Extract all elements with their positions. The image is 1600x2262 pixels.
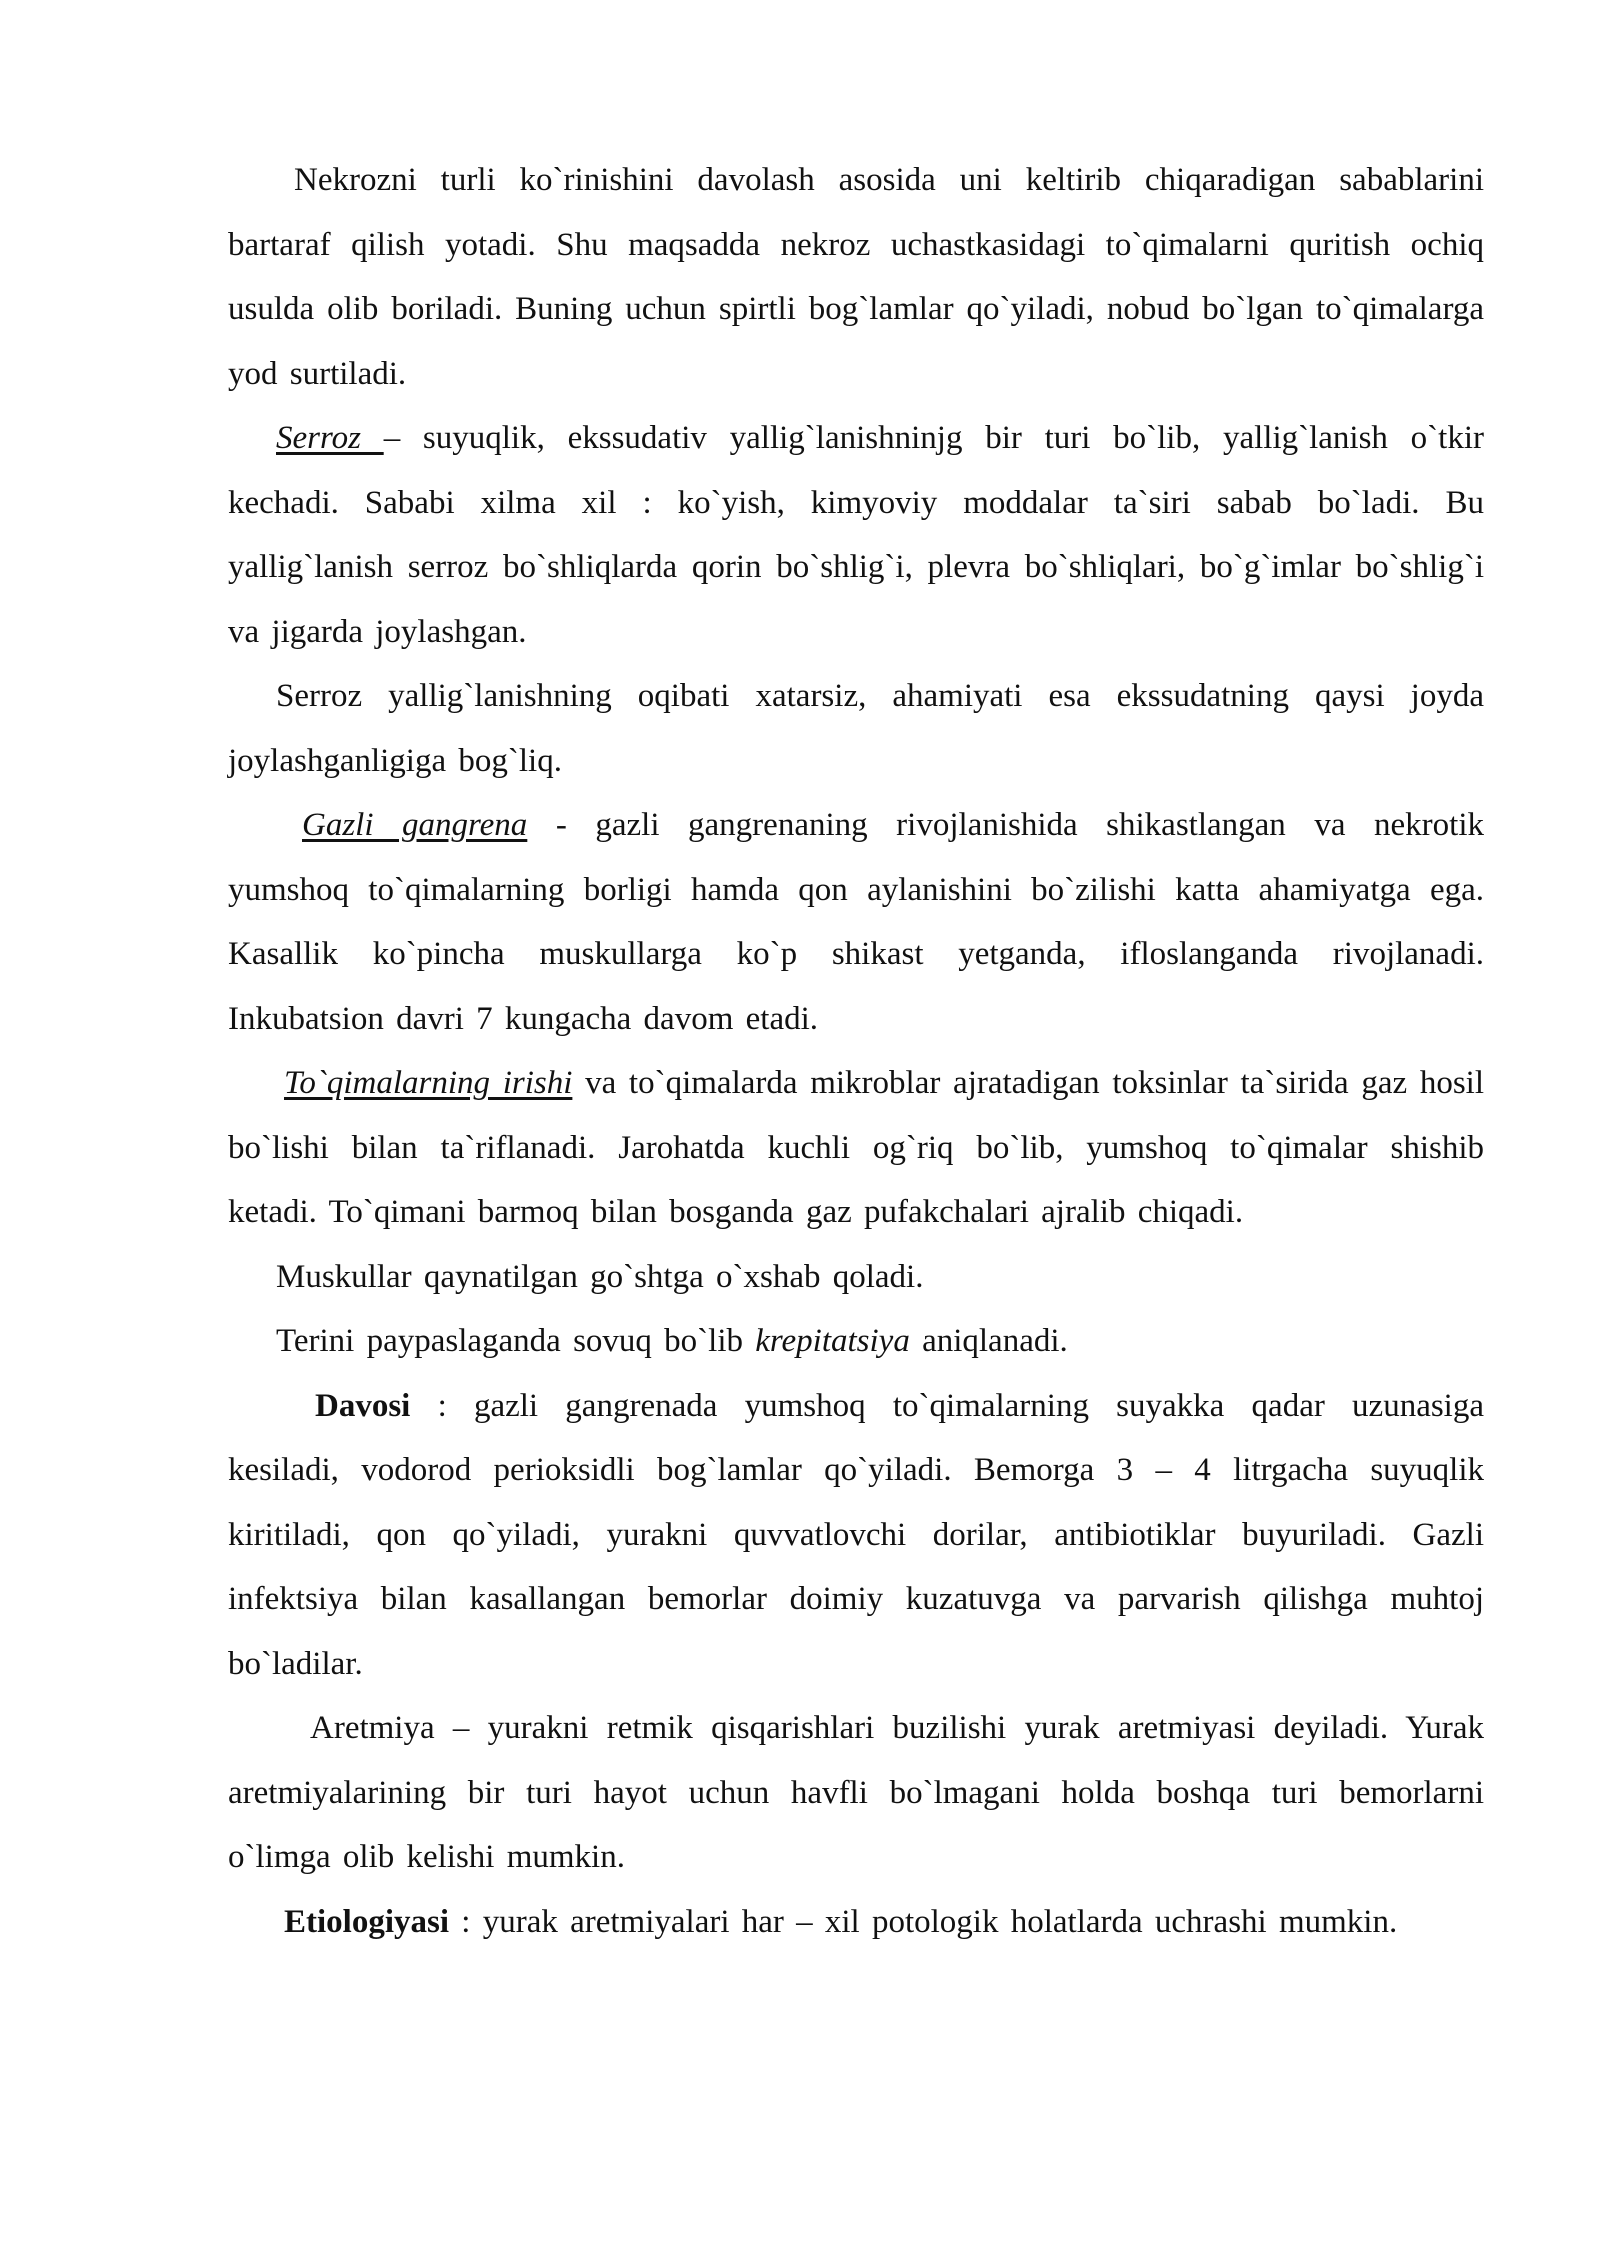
paragraph-serroz-outcome: Serroz yallig`lanishning oqibati xatarsiz, ahamiyati esa ekssudatning qaysi joyda joylashganligiga bog`liq. bbox=[228, 678, 1484, 779]
paragraph-gas-gangrene bbox=[228, 793, 1484, 1051]
paragraph-treatment-text: : gazli gangrenada yumshoq to`qimalarning suyakka qadar uzunasiga kesiladi, vodorod perioksidli bog`lamlar qo`yiladi. Bemorga 3 – 4 litrgacha suyuqlik kiritiladi, qon qo`yiladi, yurakni quvvatlovchi dorilar, antibiotiklar buyuriladi. Gazli infektsiya bilan kasallangan bemorlar doimiy kuzatuvga va parvarish qilishga muhtoj bo`ladilar. bbox=[228, 1387, 1484, 1682]
term-etiologiyasi: Etiologiyasi bbox=[284, 1903, 450, 1940]
term-krepitatsiya: krepitatsiya bbox=[755, 1323, 910, 1359]
paragraph-muscles: Muskullar qaynatilgan go`shtga o`xshab qoladi. bbox=[276, 1258, 924, 1295]
paragraph-serroz bbox=[228, 406, 1484, 664]
document-page bbox=[228, 148, 1484, 1954]
term-serroz: Serroz bbox=[276, 420, 384, 456]
paragraph-tissue-decay-text: va to`qimalarda mikroblar ajratadigan toksinlar ta`sirida gaz hosil bo`lishi bilan ta`riflanadi. Jarohatda kuchli og`riq bo`lib, yumshoq to`qimalar shishib ketadi. To`qimani barmoq bilan bosganda gaz pufakchalari ajralib chiqadi. bbox=[228, 1065, 1485, 1230]
term-tissue-decay: To`qimalarning irishi bbox=[284, 1065, 573, 1101]
paragraph-skin-palpation-before: Terini paypaslaganda sovuq bo`lib bbox=[276, 1323, 756, 1359]
paragraph-skin-palpation bbox=[228, 1309, 1484, 1374]
paragraph-etiology bbox=[228, 1890, 1484, 1955]
paragraph-nekroz-treatment: Nekrozni turli ko`rinishini davolash asosida uni keltirib chiqaradigan sabablarini bartaraf qilish yotadi. Shu maqsadda nekroz uchastkasidagi to`qimalarni quritish ochiq usulda olib boriladi. Buning uchun spirtli bog`lamlar qo`yiladi, nobud bo`lgan to`qimalarga yod surtiladi. bbox=[228, 162, 1484, 392]
paragraph-arrhythmia: Aretmiya – yurakni retmik qisqarishlari buzilishi yurak aretmiyasi deyiladi. Yurak aretmiyalarining bir turi hayot uchun havfli bo`lmagani holda boshqa turi bemorlarni o`limga olib kelishi mumkin. bbox=[228, 1710, 1484, 1875]
paragraph-gas-gangrene-text: - gazli gangrenaning rivojlanishida shikastlangan va nekrotik yumshoq to`qimalarning borligi hamda qon aylanishini bo`zilishi katta ahamiyatga ega. Kasallik ko`pincha muskullarga ko`p shikast yetganda, ifloslanganda rivojlanadi. Inkubatsion davri 7 kungacha davom etadi. bbox=[228, 807, 1484, 1037]
term-davosi: Davosi bbox=[315, 1387, 411, 1424]
paragraph-etiology-text: : yurak aretmiyalari har – xil potologik holatlarda uchrashi mumkin. bbox=[449, 1903, 1398, 1940]
paragraph-tissue-decay bbox=[228, 1051, 1484, 1245]
paragraph-skin-palpation-after: aniqlanadi. bbox=[909, 1323, 1068, 1359]
term-gas-gangrene: Gazli gangrena bbox=[302, 807, 528, 843]
paragraph-serroz-text: – suyuqlik, ekssudativ yallig`lanishninjg bir turi bo`lib, yallig`lanish o`tkir kechadi. Sababi xilma xil : ko`yish, kimyoviy moddalar ta`siri sabab bo`ladi. Bu yallig`lanish serroz bo`shliqlarda qorin bo`shlig`i, plevra bo`shliqlari, bo`g`imlar bo`shlig`i va jigarda joylashgan. bbox=[228, 420, 1484, 650]
paragraph-treatment bbox=[228, 1374, 1484, 1697]
